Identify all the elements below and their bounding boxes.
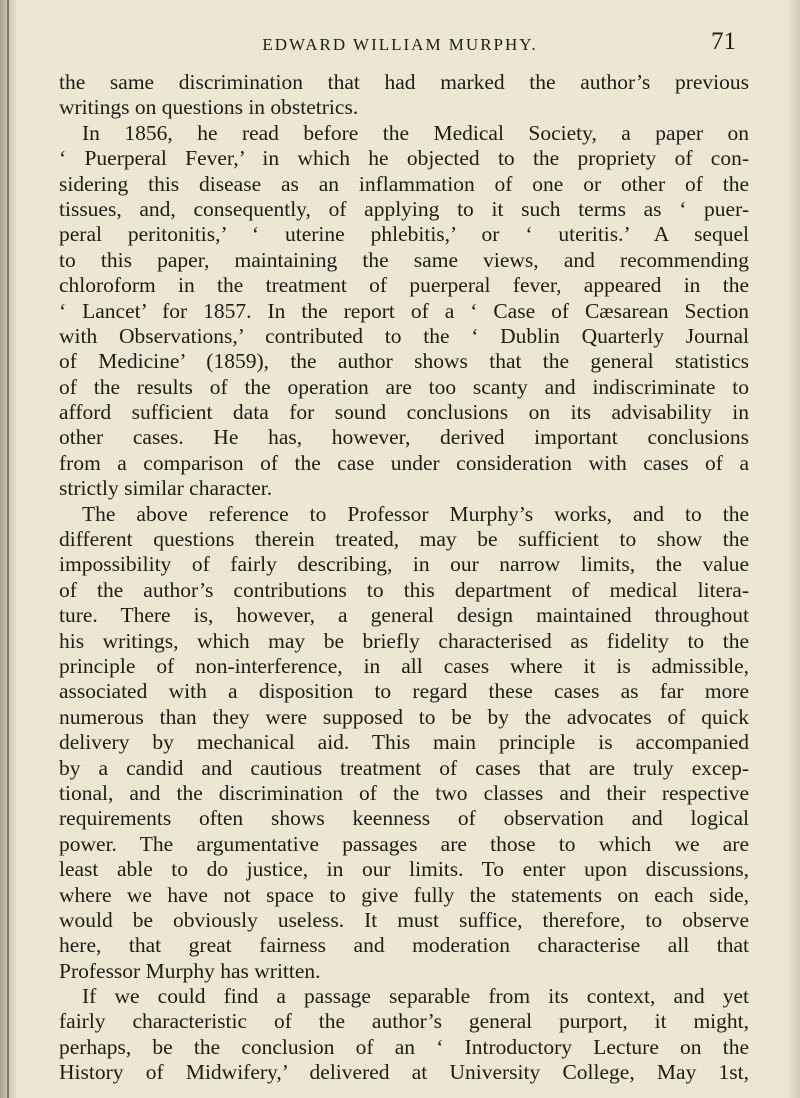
text-line: afford sufficient data for sound conclusions on its advisability in — [59, 400, 749, 425]
text-line: of Medicine’ (1859), the author shows that the general statistics — [59, 349, 749, 374]
text-line: of the author’s contributions to this department of medical litera- — [59, 577, 749, 602]
text-line: numerous than they were supposed to be by the advocates of quick — [59, 704, 749, 729]
text-line: where we have not space to give fully the statements on each side, — [59, 882, 749, 907]
page-edge — [788, 0, 800, 1098]
text-line: least able to do justice, in our limits. To enter upon discussions, — [59, 857, 749, 882]
text-line: different questions therein treated, may be sufficient to show the — [59, 527, 749, 552]
text-line: sidering this disease as an inflammation of one or other of the — [59, 171, 749, 196]
text-line: impossibility of fairly describing, in our narrow limits, the value — [59, 552, 749, 577]
text-line: ‘ Lancet’ for 1857. In the report of a ‘ Case of Cæsarean Section — [59, 298, 749, 323]
text-line: here, that great fairness and moderation characterise all that — [59, 933, 749, 958]
text-line: perhaps, be the conclusion of an ‘ Introductory Lecture on the — [59, 1034, 749, 1059]
running-header-title: EDWARD WILLIAM MURPHY. — [262, 35, 538, 54]
text-line: his writings, which may be briefly characterised as fidelity to the — [59, 628, 749, 653]
text-line: In 1856, he read before the Medical Society, a paper on — [82, 120, 749, 145]
text-line: tissues, and, consequently, of applying to it such terms as ‘ puer- — [59, 196, 749, 221]
text-line: from a comparison of the case under consideration with cases of a — [59, 450, 749, 475]
text-line: Professor Murphy has written. — [59, 958, 321, 983]
text-line: writings on questions in obstetrics. — [59, 95, 359, 120]
text-line: principle of non-interference, in all cases where it is admissible, — [59, 653, 749, 678]
text-line: The above reference to Professor Murphy’s works, and to the — [82, 501, 749, 526]
text-line: of the results of the operation are too scanty and indiscriminate to — [59, 374, 749, 399]
text-line: If we could find a passage separable from its context, and yet — [82, 984, 749, 1009]
text-line: other cases. He has, however, derived important conclusions — [59, 425, 749, 450]
text-line: requirements often shows keenness of observation and logical — [59, 806, 749, 831]
text-line: power. The argumentative passages are those to which we are — [59, 831, 749, 856]
text-line: ture. There is, however, a general design maintained throughout — [59, 603, 749, 628]
text-line: the same discrimination that had marked the author’s previous — [59, 70, 749, 94]
page-number: 71 — [711, 28, 736, 55]
text-line: strictly similar character. — [59, 476, 273, 501]
text-line: tional, and the discrimination of the two classes and their respective — [59, 780, 749, 805]
text-line: by a candid and cautious treatment of cases that are truly excep- — [59, 755, 749, 780]
text-line: chloroform in the treatment of puerperal fever, appeared in the — [59, 273, 749, 298]
book-gutter — [0, 0, 16, 1098]
running-header — [0, 28, 800, 68]
text-line: to this paper, maintaining the same views, and recommending — [59, 247, 749, 272]
text-line: delivery by mechanical aid. This main principle is accompanied — [59, 730, 749, 755]
gutter-line — [7, 0, 9, 1098]
text-line: associated with a disposition to regard these cases as far more — [59, 679, 749, 704]
text-line: ‘ Puerperal Fever,’ in which he objected to the propriety of con- — [59, 146, 749, 171]
text-line: would be obviously useless. It must suffice, therefore, to observe — [59, 907, 749, 932]
body-text — [59, 70, 749, 1086]
text-line: fairly characteristic of the author’s general purport, it might, — [59, 1009, 749, 1034]
text-line: History of Midwifery,’ delivered at University College, May 1st, — [59, 1060, 749, 1085]
text-line: with Observations,’ contributed to the ‘ Dublin Quarterly Journal — [59, 323, 749, 348]
text-line: peral peritonitis,’ ‘ uterine phlebitis,’ or ‘ uteritis.’ A sequel — [59, 222, 749, 247]
